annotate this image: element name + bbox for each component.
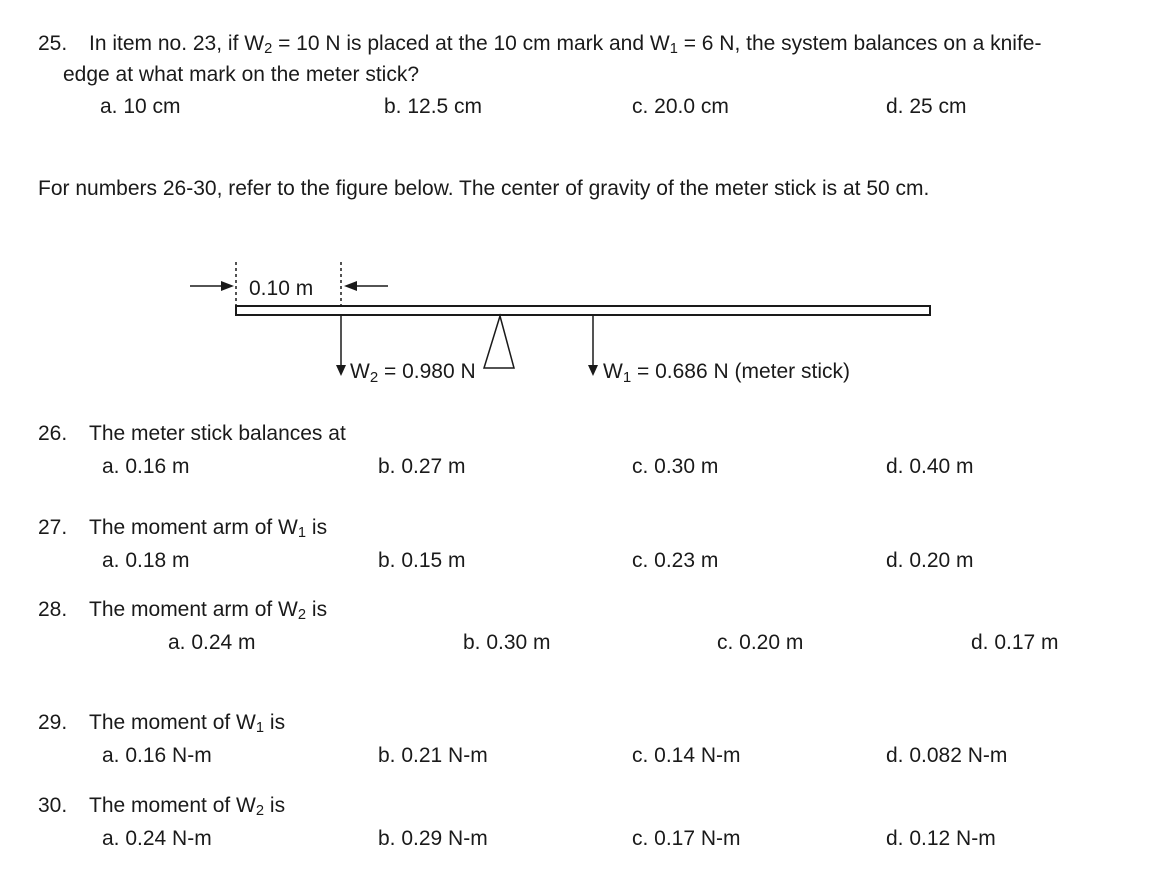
q27-stem [89, 516, 328, 541]
dimension-right-arrowhead [344, 281, 357, 291]
q25-choice-a: a. 10 cm [100, 95, 181, 118]
q26-choice-c: c. 0.30 m [632, 455, 719, 478]
q28-choice-b: b. 0.30 m [463, 631, 551, 654]
w2-label: W2 = 0.980 N [350, 360, 476, 386]
q29-stem [89, 711, 286, 736]
q29-stem-part2: is [264, 711, 286, 734]
q27-choice-d: d. 0.20 m [886, 549, 974, 572]
q27-choice-b: b. 0.15 m [378, 549, 466, 572]
q27-number: 27. [38, 516, 68, 539]
q30-stem-part2: is [264, 794, 286, 817]
q28-stem-sub: 2 [297, 606, 307, 623]
q25-number: 25. [38, 32, 68, 55]
q29-stem-sub: 1 [255, 719, 265, 736]
q27-stem-part1: The moment arm of W [89, 516, 298, 539]
q28-choice-c: c. 0.20 m [717, 631, 804, 654]
instruction-text: For numbers 26-30, refer to the figure below. The center of gravity of the meter stick is at 50 cm. [38, 177, 930, 200]
q26-choice-d: d. 0.40 m [886, 455, 974, 478]
q28-choice-d: d. 0.17 m [971, 631, 1059, 654]
q28-stem-part1: The moment arm of W [89, 598, 298, 621]
q25-stem-part3: = 6 N, the system balances on a knife- [677, 32, 1042, 55]
q25-choice-d: d. 25 cm [886, 95, 967, 118]
q27-choice-c: c. 0.23 m [632, 549, 719, 572]
q30-choice-a: a. 0.24 N-m [102, 827, 212, 850]
q27-stem-part2: is [306, 516, 328, 539]
q27-stem-sub: 1 [297, 524, 307, 541]
q29-number: 29. [38, 711, 68, 734]
q26-number: 26. [38, 422, 68, 445]
w1-label: W1 = 0.686 N (meter stick) [603, 360, 850, 386]
q25-choice-c: c. 20.0 cm [632, 95, 729, 118]
q25-stem-part1: In item no. 23, if W [89, 32, 265, 55]
q29-choice-c: c. 0.14 N-m [632, 744, 741, 767]
q29-stem-part1: The moment of W [89, 711, 256, 734]
q30-choice-c: c. 0.17 N-m [632, 827, 741, 850]
q26-choice-a: a. 0.16 m [102, 455, 190, 478]
dimension-left-arrowhead [221, 281, 234, 291]
q28-stem [89, 598, 328, 623]
dimension-label: 0.10 m [249, 277, 314, 300]
w2-arrowhead [336, 365, 346, 376]
q25-sub-a: 2 [264, 40, 273, 57]
q30-choice-b: b. 0.29 N-m [378, 827, 488, 850]
q25-stem-part2: = 10 N is placed at the 10 cm mark and W [272, 32, 670, 55]
q29-choice-a: a. 0.16 N-m [102, 744, 212, 767]
meter-stick-bar [236, 306, 930, 315]
w1-arrowhead [588, 365, 598, 376]
q25-stem-line2: edge at what mark on the meter stick? [63, 63, 420, 86]
q28-number: 28. [38, 598, 68, 621]
q30-number: 30. [38, 794, 68, 817]
q25-choice-b: b. 12.5 cm [384, 95, 483, 118]
q26-choice-b: b. 0.27 m [378, 455, 466, 478]
q28-choice-a: a. 0.24 m [168, 631, 256, 654]
q30-stem-sub: 2 [255, 802, 265, 819]
q27-choice-a: a. 0.18 m [102, 549, 190, 572]
q30-stem-part1: The moment of W [89, 794, 256, 817]
q26-stem: The meter stick balances at [89, 422, 346, 445]
q30-choice-d: d. 0.12 N-m [886, 827, 996, 850]
q29-choice-d: d. 0.082 N-m [886, 744, 1008, 767]
q25-sub-b: 1 [669, 40, 678, 57]
q28-stem-part2: is [306, 598, 328, 621]
q30-stem [89, 794, 286, 819]
fulcrum-knife-edge [484, 316, 514, 368]
q29-choice-b: b. 0.21 N-m [378, 744, 488, 767]
